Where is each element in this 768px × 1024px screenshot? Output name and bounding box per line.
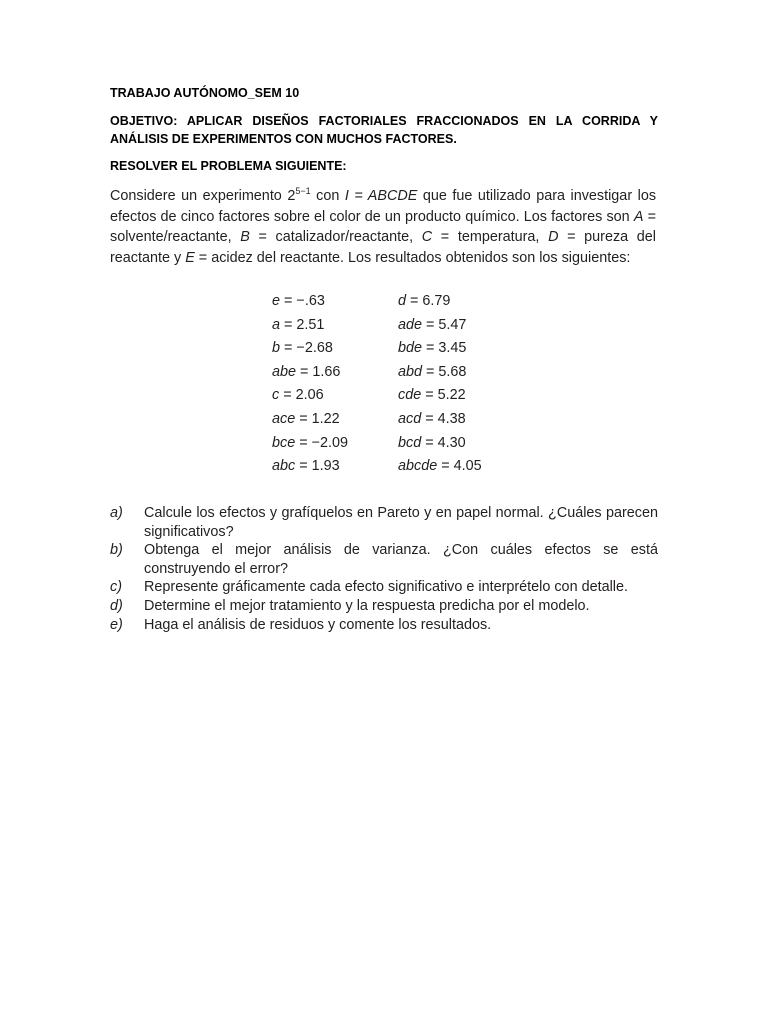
treatment-value: = 4.38 <box>425 410 466 427</box>
treatment-label: abd <box>398 363 423 380</box>
treatment-value: = 3.45 <box>426 340 467 357</box>
treatment-label: abc <box>272 458 296 475</box>
question-text: Calcule los efectos y grafíquelos en Pareto y en papel normal. ¿Cuáles parecen significativos? <box>144 505 658 540</box>
question-label: b) <box>110 542 123 559</box>
factor-e-desc: = acidez del reactante. Los resultados obtenidos son los siguientes: <box>194 249 631 266</box>
treatment-value: = −.63 <box>284 293 325 309</box>
treatment-value: = 1.66 <box>300 363 341 380</box>
treatment-label: ade <box>398 316 423 333</box>
question-item <box>110 616 658 635</box>
results-row <box>272 314 532 338</box>
treatment-label: b <box>272 340 281 357</box>
question-text: Determine el mejor tratamiento y la respuesta predicha por el modelo. <box>144 597 590 614</box>
results-row <box>272 361 532 385</box>
factor-e: E <box>185 249 195 266</box>
results-row <box>272 408 532 432</box>
question-text: Haga el análisis de residuos y comente los resultados. <box>144 616 492 633</box>
treatment-value: = 4.05 <box>441 458 482 475</box>
factor-c: C <box>421 229 433 245</box>
question-label: d) <box>110 597 123 614</box>
factor-b-desc: = catalizador/reactante, <box>249 229 422 245</box>
factor-d-desc: = pureza del reactante y <box>110 229 656 266</box>
treatment-value: = −2.09 <box>299 434 349 451</box>
treatment-value: = 5.47 <box>426 316 467 333</box>
treatment-label: acd <box>398 410 422 427</box>
results-row <box>272 337 532 361</box>
treatment-value: = 4.30 <box>425 434 466 451</box>
factor-d: D <box>548 229 559 245</box>
treatment-value: = 1.22 <box>299 410 340 427</box>
problem-text-2: con <box>310 188 345 204</box>
results-row <box>272 432 532 456</box>
treatment-label: e <box>272 293 281 309</box>
question-label: e) <box>110 616 123 633</box>
treatment-label: abcde <box>398 458 438 475</box>
results-row <box>272 384 532 408</box>
question-label: c) <box>110 579 122 596</box>
treatment-value: = 2.06 <box>283 387 324 404</box>
treatment-label: cde <box>398 387 422 404</box>
factor-a: A <box>633 208 644 225</box>
treatment-label: bde <box>398 340 423 357</box>
objective-text: OBJETIVO: APLICAR DISEÑOS FACTORIALES FRACCIONADOS EN LA CORRIDA Y ANÁLISIS DE EXPERIMENTOS CON MUCHOS FACTORES. <box>110 114 658 146</box>
factor-c-desc: = temperatura, <box>432 229 549 245</box>
treatment-label: c <box>272 387 280 404</box>
problem-text-1: Considere un experimento 2 <box>110 188 296 204</box>
question-item <box>110 504 658 541</box>
defining-relation: I = ABCDE <box>344 188 418 204</box>
treatment-value: = 1.93 <box>299 458 340 475</box>
problem-statement <box>110 186 656 268</box>
question-text: Obtenga el mejor análisis de varianza. ¿Con cuáles efectos se está construyendo el error? <box>144 542 658 577</box>
treatment-value: = 6.79 <box>410 293 451 309</box>
treatment-label: a <box>272 316 281 333</box>
instruction-text: RESOLVER EL PROBLEMA SIGUIENTE: <box>110 159 347 173</box>
treatment-label: ace <box>272 410 296 427</box>
factor-a-desc: = solvente/reactante, <box>110 208 656 245</box>
document-title: TRABAJO AUTÓNOMO_SEM 10 <box>110 86 300 100</box>
question-item <box>110 541 658 578</box>
results-row <box>272 290 532 314</box>
treatment-value: = 5.68 <box>426 363 467 380</box>
treatment-label: bce <box>272 434 296 451</box>
question-list <box>110 504 658 634</box>
treatment-value: = 5.22 <box>425 387 466 404</box>
question-item <box>110 597 658 616</box>
results-row <box>272 455 532 479</box>
treatment-value: = −2.68 <box>284 340 333 357</box>
results-table <box>272 290 532 479</box>
design-exponent: 5−1 <box>295 186 311 196</box>
question-text: Represente gráficamente cada efecto significativo e interprételo con detalle. <box>144 579 628 596</box>
question-label: a) <box>110 505 123 521</box>
problem-text-3: que fue utilizado para investigar los efectos de cinco factores sobre el color de un producto químico. Los factores son <box>110 188 657 225</box>
factor-b: B <box>240 229 250 245</box>
question-item <box>110 578 658 597</box>
treatment-label: d <box>398 293 407 309</box>
treatment-label: abe <box>272 363 297 380</box>
treatment-value: = 2.51 <box>284 316 325 333</box>
treatment-label: bcd <box>398 434 422 451</box>
